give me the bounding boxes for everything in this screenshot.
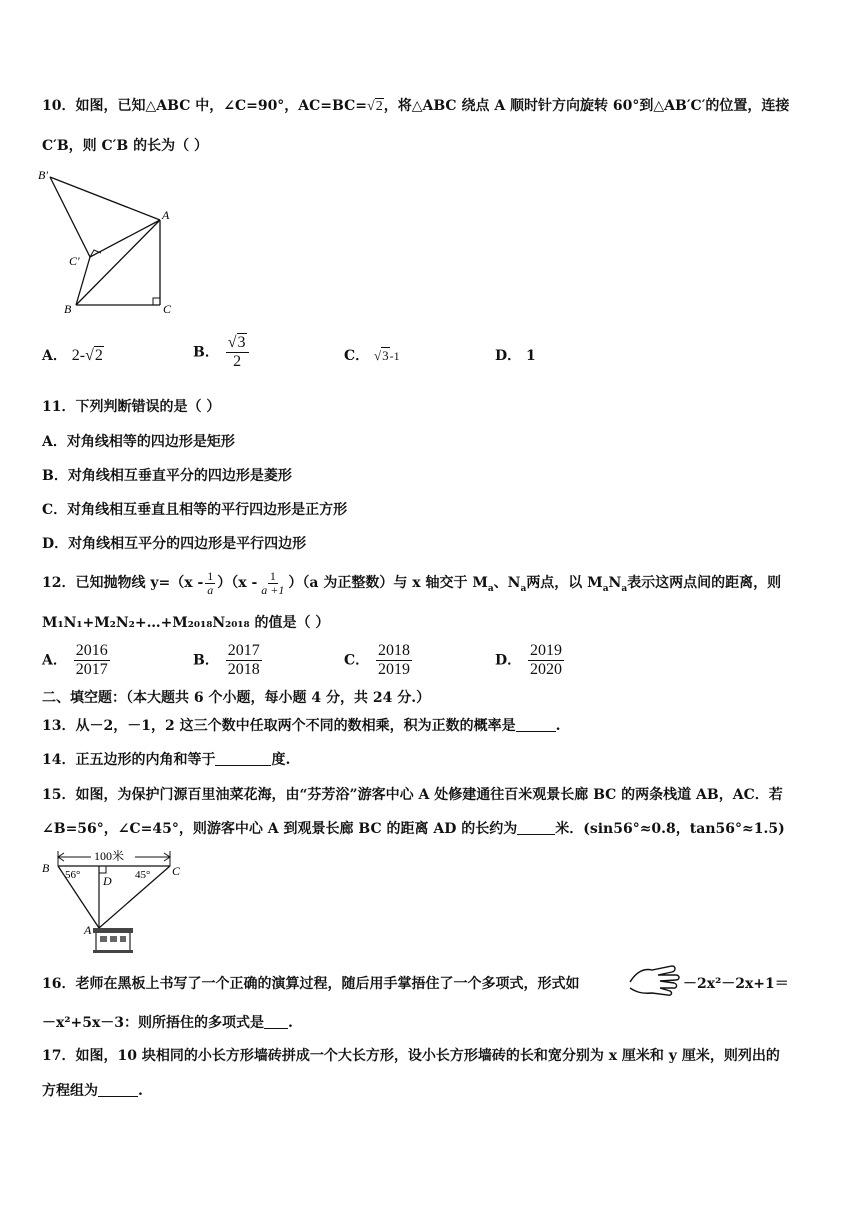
q10-label-b: B <box>64 302 72 316</box>
q10-option-b: B． $\frac{√3}{2}$ <box>193 334 251 371</box>
q12-option-d: D． $\frac{2019}{2020}$ <box>495 642 563 678</box>
q15-label-c: C <box>172 864 181 878</box>
q15-figure <box>38 846 188 958</box>
q10-text-pre: 10．如图，已知△ABC 中，∠C=90°，AC=BC= <box>42 98 368 114</box>
q10-label-b1: B′ <box>38 168 48 182</box>
q17-line2: 方程组为 . <box>42 1083 143 1099</box>
q10-figure <box>36 165 181 320</box>
q12-line1: 12．已知抛物线 y=（x - $\frac{1}{a}$ ）（x - $\frac{1}{a +1}$ ）（a 为正整数）与 x 轴交于 $M_a$、$N_a$两点，以 $M_aN_a$表示这两点间的距离，则 <box>42 568 782 597</box>
q12-option-b: B． $\frac{2017}{2018}$ <box>193 642 260 678</box>
q12-option-c: C． $\frac{2018}{2019}$ <box>344 642 411 678</box>
q10-label-a: A <box>162 208 170 222</box>
q15-label-d: D <box>103 874 112 888</box>
q10-label-c1: C′ <box>69 254 80 268</box>
q15-line1: 15．如图，为保护门源百里油菜花海，由“芬芳浴”游客中心 A 处修建通往百米观景长廊 BC 的两条栈道 AB，AC．若 <box>42 787 783 803</box>
q16-answer-blank <box>264 1014 288 1029</box>
q11-option-a: A．对角线相等的四边形是矩形 <box>42 434 235 450</box>
q15-line2: ∠B=56°，∠C=45°，则游客中心 A 到观景长廊 BC 的距离 AD 的长约为 米．(sin56°≈0.8，tan56°≈1.5) <box>42 821 785 837</box>
q15-answer-blank <box>517 820 555 835</box>
q17-line1: 17．如图，10 块相同的小长方形墙砖拼成一个大长方形，设小长方形墙砖的长和宽分别为 x 厘米和 y 厘米，则列出的 <box>42 1048 780 1064</box>
q10-option-a: A． 2-√2 <box>42 347 103 364</box>
q10-text-post: ，将△ABC 绕点 A 顺时针方向旋转 60°到△AB′C′的位置，连接 <box>383 98 790 114</box>
q16-line1: 16．老师在黑板上书写了一个正确的演算过程，随后用手掌捂住了一个多项式，形式如 <box>42 976 580 992</box>
q12-option-a: A． $\frac{2016}{2017}$ <box>42 642 108 678</box>
section-fill-in-title: 二、填空题：（本大题共 6 个小题，每小题 4 分，共 24 分.） <box>42 690 431 706</box>
q11-stem: 11．下列判断错误的是（ ） <box>42 399 221 415</box>
hand-icon <box>626 962 682 1002</box>
q15-angle-c: 45° <box>135 869 151 881</box>
q12-line2: M₁N₁+M₂N₂+…+M₂₀₁₈N₂₀₁₈ 的值是（ ） <box>42 615 330 631</box>
q11-option-c: C．对角线相互垂直且相等的平行四边形是正方形 <box>42 502 348 518</box>
q10-option-c: C． √3-1 <box>344 348 400 364</box>
q10-line1 <box>42 96 789 117</box>
q17-answer-blank <box>98 1082 138 1097</box>
q15-angle-b: 56° <box>65 869 81 881</box>
q16-line2: －x²+5x－3：则所捂住的多项式是 . <box>42 1015 293 1031</box>
q10-sqrt: √2 <box>367 99 383 114</box>
q15-distance-label: 100米 <box>94 849 125 863</box>
q11-option-d: D．对角线相互平分的四边形是平行四边形 <box>42 536 307 552</box>
q13: 13．从－2，－1，2 这三个数中任取两个不同的数相乘，积为正数的概率是 . <box>42 718 561 734</box>
q14: 14．正五边形的内角和等于 度. <box>42 752 291 768</box>
q10-option-d: D． 1 <box>495 348 536 364</box>
q16-line1-post: －2x²－2x+1＝ <box>683 976 789 992</box>
q15-label-a: A <box>84 923 92 937</box>
q10-label-c: C <box>163 302 172 316</box>
q11-option-b: B．对角线相互垂直平分的四边形是菱形 <box>42 468 292 484</box>
visitor-center-icon <box>93 928 133 953</box>
q10-line2: C′B，则 C′B 的长为（ ） <box>42 138 208 154</box>
q15-label-b: B <box>42 861 50 875</box>
q13-answer-blank <box>516 717 556 732</box>
q14-answer-blank <box>215 751 271 766</box>
